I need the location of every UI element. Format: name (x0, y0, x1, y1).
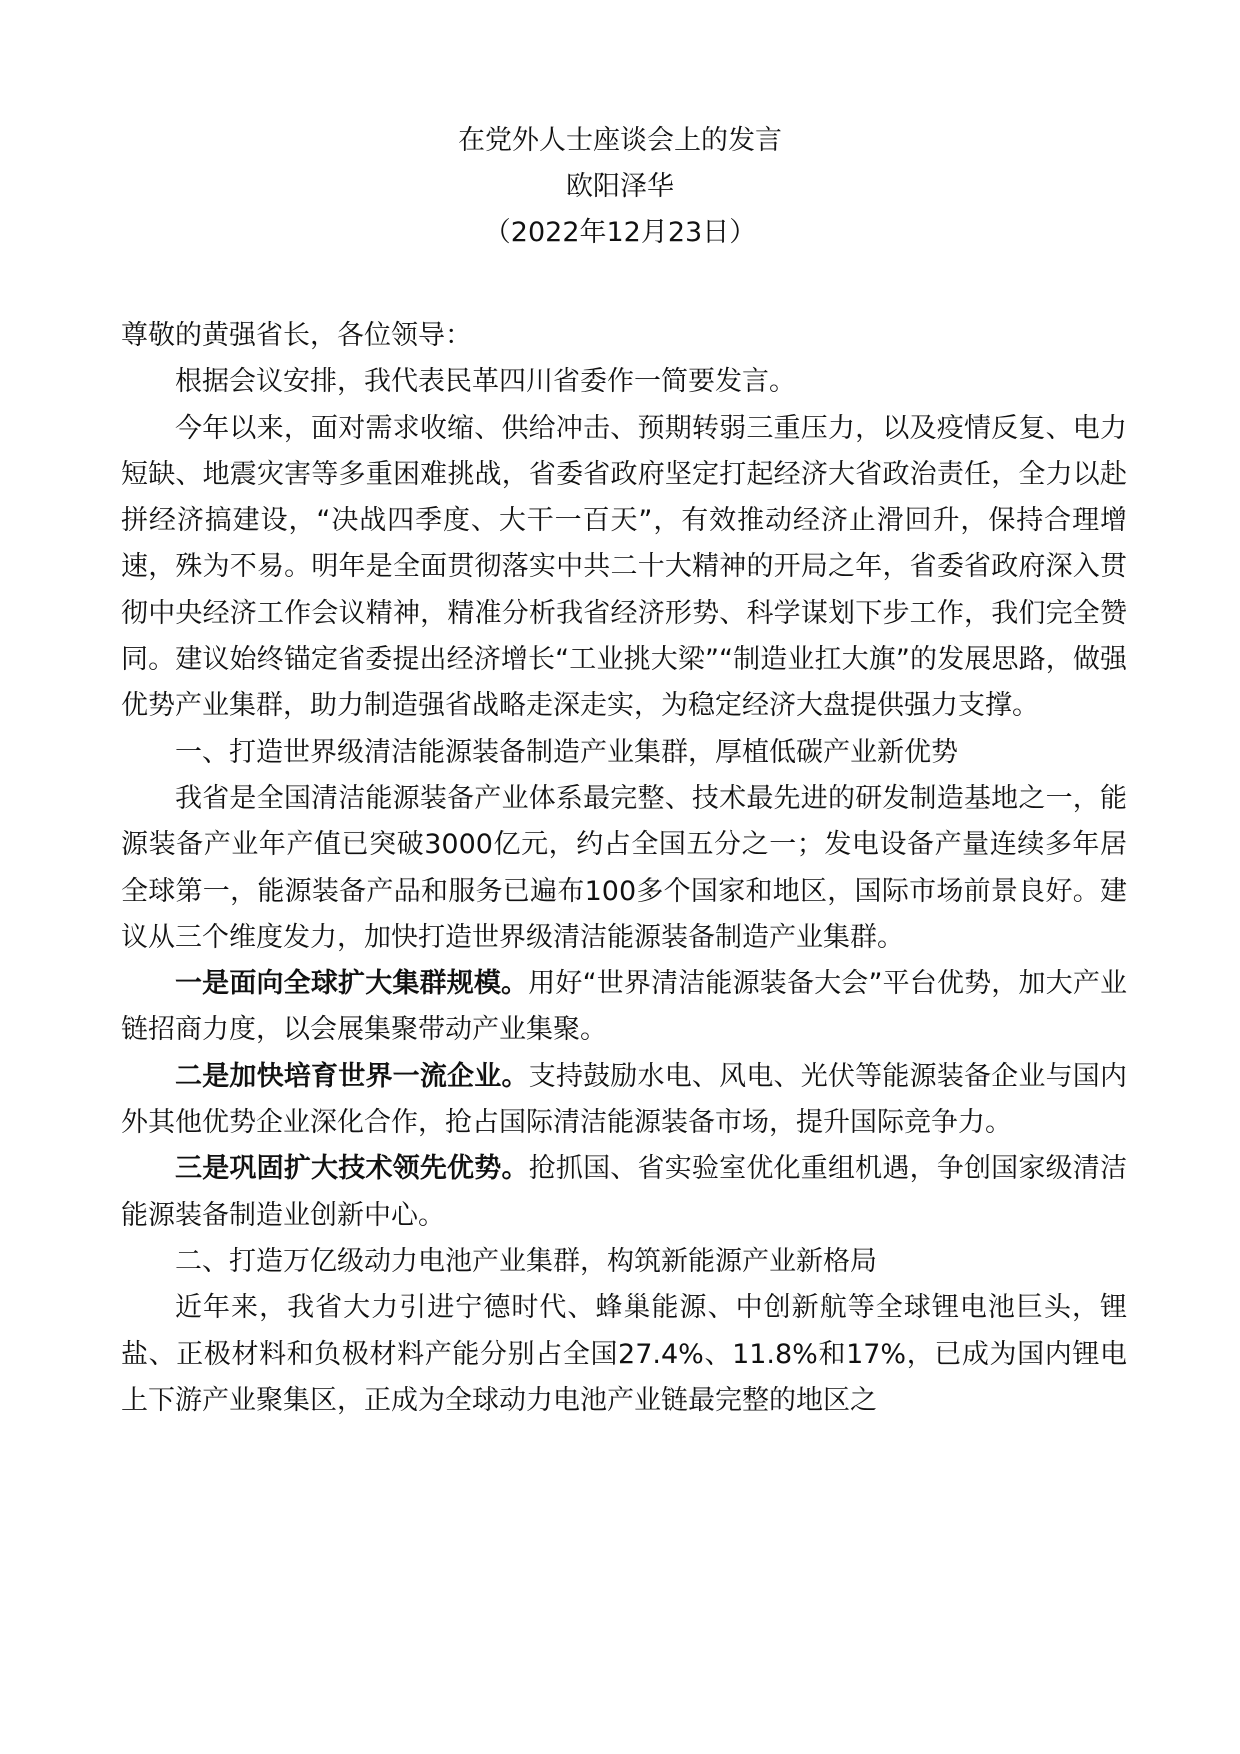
list-item-2-lead: 二是加快培育世界一流企业。 (175, 1060, 529, 1092)
paragraph-intro: 根据会议安排，我代表民革四川省委作一简要发言。 (175, 366, 796, 398)
paragraph-overview: 今年以来，面对需求收缩、供给冲击、预期转弱三重压力，以及疫情反复、电力短缺、地震灾害等多重困难挑战，省委省政府坚定打起经济大省政治责任，全力以赴拼经济搞建设，“决战四季度、大干一百天”，有效推动经济止滑回升，保持合理增速，殊为不易。明年是全面贯彻落实中共二十大精神的开局之年，省委省政府深入贯彻中央经济工作会议精神，精准分析我省经济形势、科学谋划下步工作，我们完全赞同。建议始终锚定省委提出经济增长“工业挑大梁”“制造业扛大旗”的发展思路，做强优势产业集群，助力制造强省战略走深走实，为稳定经济大盘提供强力支撑。 (121, 412, 1127, 722)
title-block (0, 118, 1240, 256)
list-item-3-text: 抢抓国、省实验室优化重组机遇，争创国家级清洁能源装备制造业创新中心。 (121, 1153, 1128, 1231)
speech-body (121, 313, 1127, 1424)
speech-title: 在党外人士座谈会上的发言 (458, 125, 782, 156)
section-heading-1: 一、打造世界级清洁能源装备制造产业集群，厚植低碳产业新优势 (175, 736, 958, 768)
list-item-3 (121, 1146, 1127, 1239)
list-item-1 (121, 961, 1127, 1054)
list-item-1-lead: 一是面向全球扩大集群规模。 (175, 968, 529, 1000)
speaker-name: 欧阳泽华 (566, 171, 674, 202)
list-item-1-text: 用好“世界清洁能源装备大会”平台优势，加大产业链招商力度，以会展集聚带动产业集聚。 (121, 968, 1127, 1046)
list-item-2 (121, 1054, 1127, 1147)
paragraph-energy-equipment: 我省是全国清洁能源装备产业体系最完整、技术最先进的研发制造基地之一，能源装备产业年产值已突破3000亿元，约占全国五分之一；发电设备产量连续多年居全球第一，能源装备产品和服务已遍布100多个国家和地区，国际市场前景良好。建议从三个维度发力，加快打造世界级清洁能源装备制造产业集群。 (121, 782, 1127, 953)
speech-date: （2022年12月23日） (483, 217, 757, 248)
salutation: 尊敬的黄强省长，各位领导： (121, 320, 472, 351)
list-item-3-lead: 三是巩固扩大技术领先优势。 (175, 1153, 529, 1185)
list-item-2-text: 支持鼓励水电、风电、光伏等能源装备企业与国内外其他优势企业深化合作，抢占国际清洁能源装备市场，提升国际竞争力。 (121, 1060, 1128, 1139)
paragraph-battery: 近年来，我省大力引进宁德时代、蜂巢能源、中创新航等全球锂电池巨头，锂盐、正极材料和负极材料产能分别占全国27.4%、11.8%和17%，已成为国内锂电上下游产业聚集区，正成为全球动力电池产业链最完整的地区之 (121, 1292, 1127, 1416)
section-heading-2: 二、打造万亿级动力电池产业集群，构筑新能源产业新格局 (175, 1245, 877, 1277)
